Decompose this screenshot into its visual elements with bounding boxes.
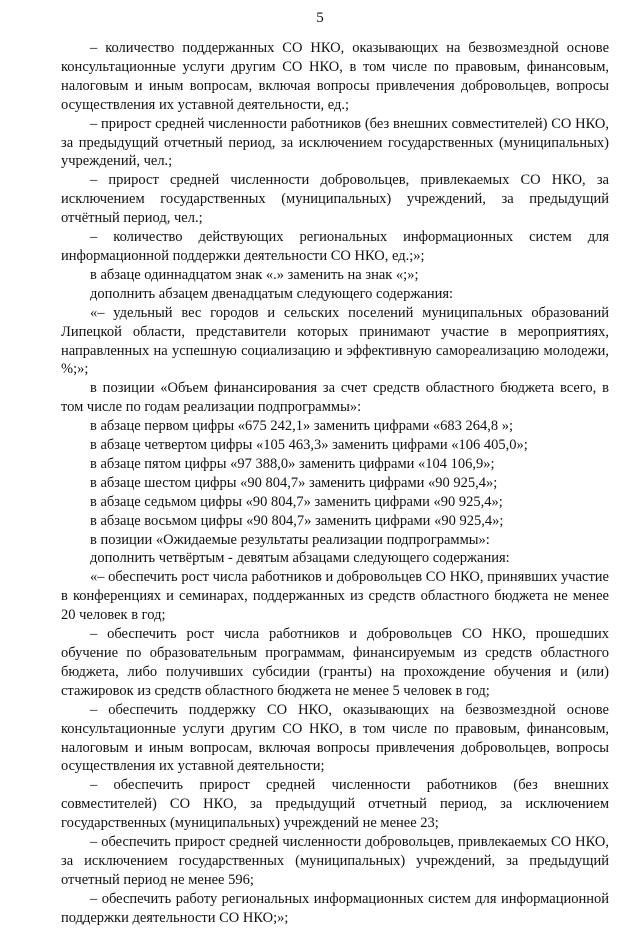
paragraph-7: «– удельный вес городов и сельских поселений муниципальных образований Липецкой области, представители которых принимают участие в мероприятиях, направленных на успешную социализацию и эффективную самореализацию молодежи, %;»; (61, 304, 609, 378)
paragraph-11: в абзаце пятом цифры «97 388,0» заменить цифрами «104 106,9»; (90, 455, 495, 472)
paragraph-6: дополнить абзацем двенадцатым следующего содержания: (90, 285, 454, 302)
paragraph-18: – обеспечить рост числа работников и добровольцев СО НКО, прошедших обучение по образовательным программам, финансируемым из средств областного бюджета, либо получивших субсидии (гранты) на прохождение обучения и (или) стажировок из средств областного бюджета не менее 5 человек в год; (61, 626, 609, 699)
paragraph-5: в абзаце одиннадцатом знак «.» заменить на знак «;»; (90, 266, 419, 283)
page-number: 5 (316, 10, 324, 26)
paragraph-22: – обеспечить работу региональных информационных систем для информационной поддержки деятельности СО НКО;»; (61, 890, 609, 926)
paragraph-2: – прирост средней численности работников (без внешних совместителей) СО НКО, за предыдущий отчетный период, за исключением государственных (муниципальных) учреждений, чел.; (61, 115, 609, 170)
paragraph-1: – количество поддержанных СО НКО, оказывающих на безвозмездной основе консультационные услуги другим СО НКО, в том числе по правовым, финансовым, налоговым и иным вопросам, включая вопросы привлечения добровольцев, вопросы осуществления их уставной деятельности, ед.; (61, 40, 609, 113)
paragraph-19: – обеспечить поддержку СО НКО, оказывающих на безвозмездной основе консультационные услуги другим СО НКО, в том числе по правовым, финансовым, налоговым и иным вопросам, включая вопросы привлечения добровольцев, вопросы осуществления их уставной деятельности; (61, 701, 609, 775)
paragraph-17: «– обеспечить рост числа работников и добровольцев СО НКО, принявших участие в конференциях и семинарах, поддержанных из средств областного бюджета не менее 20 человек в год; (61, 569, 609, 624)
paragraph-9: в абзаце первом цифры «675 242,1» заменить цифрами «683 264,8 »; (90, 418, 514, 435)
paragraph-14: в абзаце восьмом цифры «90 804,7» заменить цифрами «90 925,4»; (90, 512, 504, 529)
paragraph-4: – количество действующих региональных информационных систем для информационной поддержки деятельности СО НКО, ед.;»; (61, 229, 609, 264)
paragraph-21: – обеспечить прирост средней численности добровольцев, привлекаемых СО НКО, за исключением государственных (муниципальных) учреждений, за предыдущий отчетный период не менее 596; (61, 834, 609, 888)
document-body (61, 39, 609, 928)
paragraph-16: дополнить четвёртым - девятым абзацами следующего содержания: (90, 550, 510, 567)
paragraph-8: в позиции «Объем финансирования за счет средств областного бюджета всего, в том числе по годам реализации подпрограммы»: (61, 380, 609, 416)
paragraph-13: в абзаце седьмом цифры «90 804,7» заменить цифрами «90 925,4»; (90, 493, 503, 510)
paragraph-10: в абзаце четвертом цифры «105 463,3» заменить цифрами «106 405,0»; (90, 437, 528, 454)
paragraph-20: – обеспечить прирост средней численности работников (без внешних совместителей) СО НКО, за предыдущий отчетный период, за исключением государственных (муниципальных) учреждений не менее 23; (61, 777, 609, 832)
paragraph-3: – прирост средней численности добровольцев, привлекаемых СО НКО, за исключением государственных (муниципальных) учреждений, за предыдущий отчётный период, чел.; (61, 172, 609, 227)
paragraph-12: в абзаце шестом цифры «90 804,7» заменить цифрами «90 925,4»; (90, 474, 498, 491)
paragraph-15: в позиции «Ожидаемые результаты реализации подпрограммы»: (90, 531, 490, 548)
